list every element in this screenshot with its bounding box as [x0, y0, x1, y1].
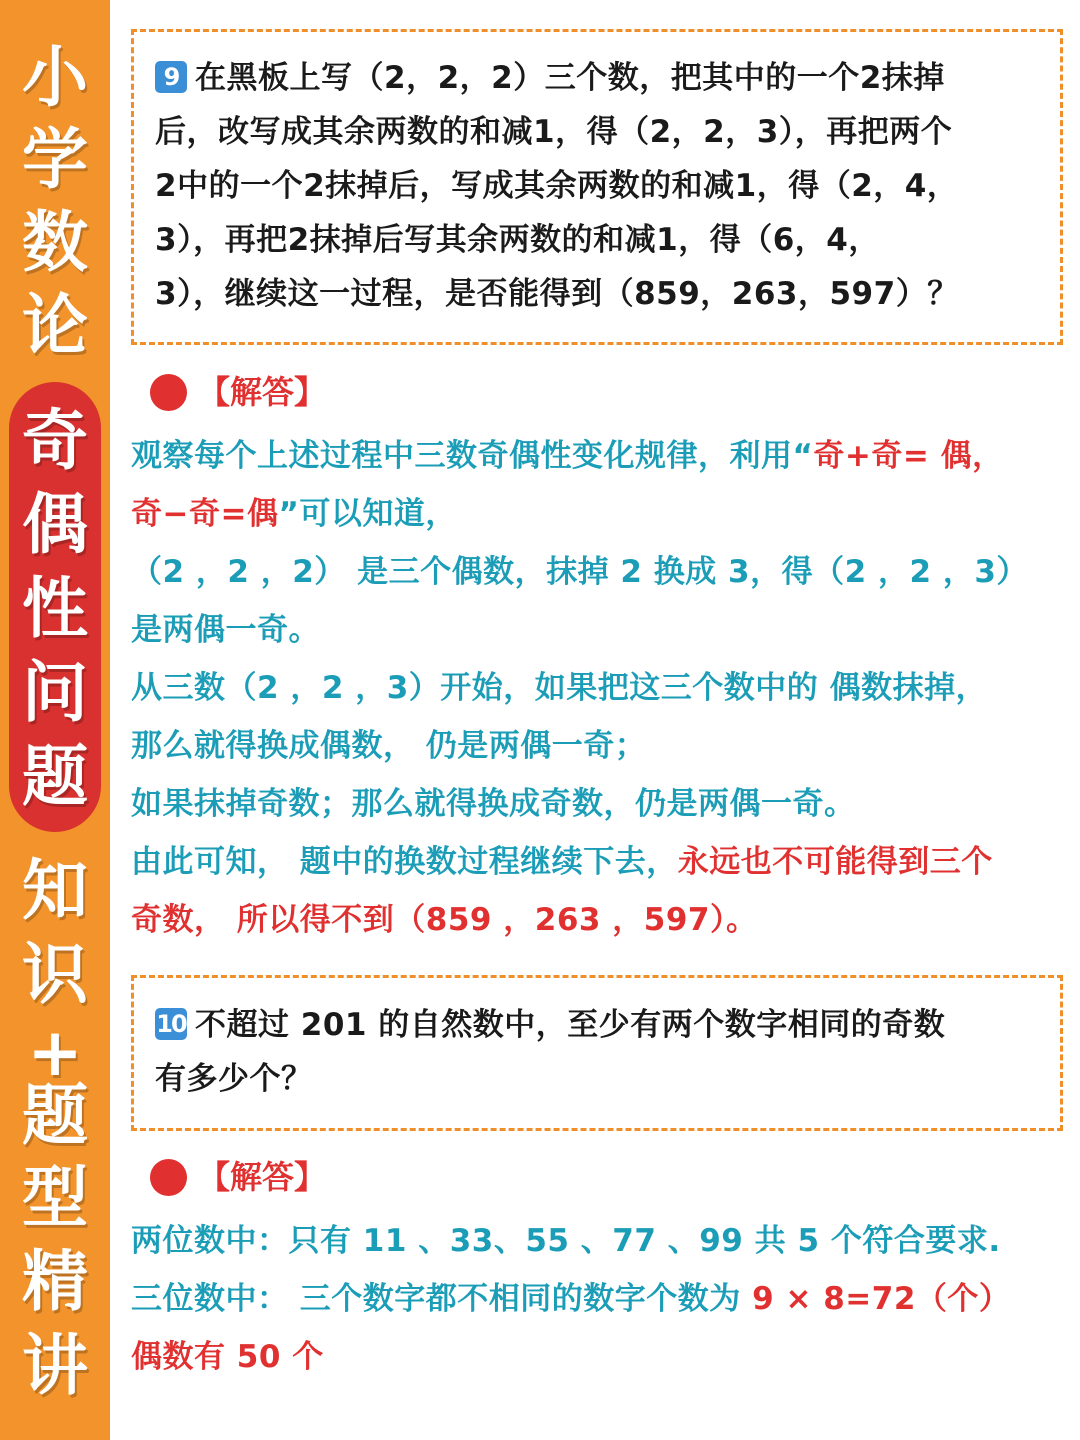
- answer-9-line: 由此可知， 题中的换数过程继续下去，永远也不可能得到三个: [131, 844, 993, 880]
- question-9-line: 2中的一个2抹掉后，写成其余两数的和减1，得（2，4，: [155, 168, 959, 204]
- answer-10-line: 三位数中： 三个数字都不相同的数字个数为 9 × 8=72（个）: [131, 1281, 1011, 1317]
- question-10-line: 有多少个？: [155, 1061, 313, 1097]
- question-9-line: 3），再把2抹掉后写其余两数的和减1，得（6，4，: [155, 222, 880, 258]
- title-sidebar: [0, 0, 110, 1440]
- question-9-line: 3），继续这一过程，是否能得到（859，263，597）？: [155, 276, 959, 312]
- question-number-badge: 9: [155, 61, 187, 93]
- answer-9-line: 从三数（2 ，2 ，3）开始，如果把这三个数中的 偶数抹掉，: [131, 670, 988, 706]
- sidebar-topic-char: 偶: [22, 486, 88, 563]
- red-dot-icon: [150, 374, 187, 411]
- sidebar-subtitle-char: 题: [22, 1077, 88, 1154]
- answer-9-line: 观察每个上述过程中三数奇偶性变化规律，利用“奇+奇= 偶，: [131, 438, 1004, 474]
- answer-9-line: 那么就得换成偶数， 仍是两偶一奇；: [131, 728, 647, 764]
- sidebar-title-char: 数: [22, 204, 88, 281]
- sidebar-subtitle-char: +: [27, 1014, 83, 1091]
- sidebar-topic-char: 问: [22, 654, 88, 731]
- answer-9-line: 奇−奇=偶”可以知道，: [131, 496, 457, 532]
- answer-label: 【解答】: [198, 1158, 327, 1196]
- sidebar-subtitle-char: 讲: [22, 1327, 88, 1404]
- answer-9-line: 是两偶一奇。: [131, 612, 320, 648]
- sidebar-topic-char: 奇: [22, 402, 88, 479]
- question-9-line: 9 在黑板上写（2，2，2）三个数，把其中的一个2抹掉: [155, 58, 945, 98]
- answer-9-line: 如果抹掉奇数；那么就得换成奇数，仍是两偶一奇。: [131, 786, 856, 822]
- red-dot-icon: [150, 1159, 187, 1196]
- answer-label: 【解答】: [198, 373, 327, 411]
- sidebar-subtitle-char: 识: [22, 936, 88, 1013]
- sidebar-subtitle-char: 知: [22, 852, 88, 929]
- answer-9-line: 奇数， 所以得不到（859 ，263 ，597）。: [131, 902, 758, 938]
- sidebar-topic-char: 题: [22, 738, 88, 815]
- question-number-badge: 10: [156, 1010, 186, 1038]
- sidebar-subtitle-char: 型: [22, 1159, 88, 1236]
- answer-10-line: 偶数有 50 个: [131, 1339, 324, 1375]
- sidebar-title-char: 学: [22, 121, 88, 198]
- answer-10-line: 两位数中：只有 11 、33、55 、77 、99 共 5 个符合要求.: [131, 1223, 1001, 1259]
- question-10-box: [131, 975, 1063, 1131]
- sidebar-topic-char: 性: [22, 570, 88, 647]
- question-10-line: 10 不超过 201 的自然数中，至少有两个数字相同的奇数: [156, 1007, 946, 1043]
- question-9-line: 后，改写成其余两数的和减1，得（2，2，3），再把两个: [155, 114, 953, 150]
- sidebar-title-char: 论: [22, 287, 88, 364]
- sidebar-subtitle-char: 精: [22, 1243, 88, 1320]
- answer-9-line: （2 ，2 ，2） 是三个偶数，抹掉 2 换成 3，得（2 ，2 ，3）: [131, 554, 1028, 590]
- sidebar-title-char: 小: [22, 39, 88, 116]
